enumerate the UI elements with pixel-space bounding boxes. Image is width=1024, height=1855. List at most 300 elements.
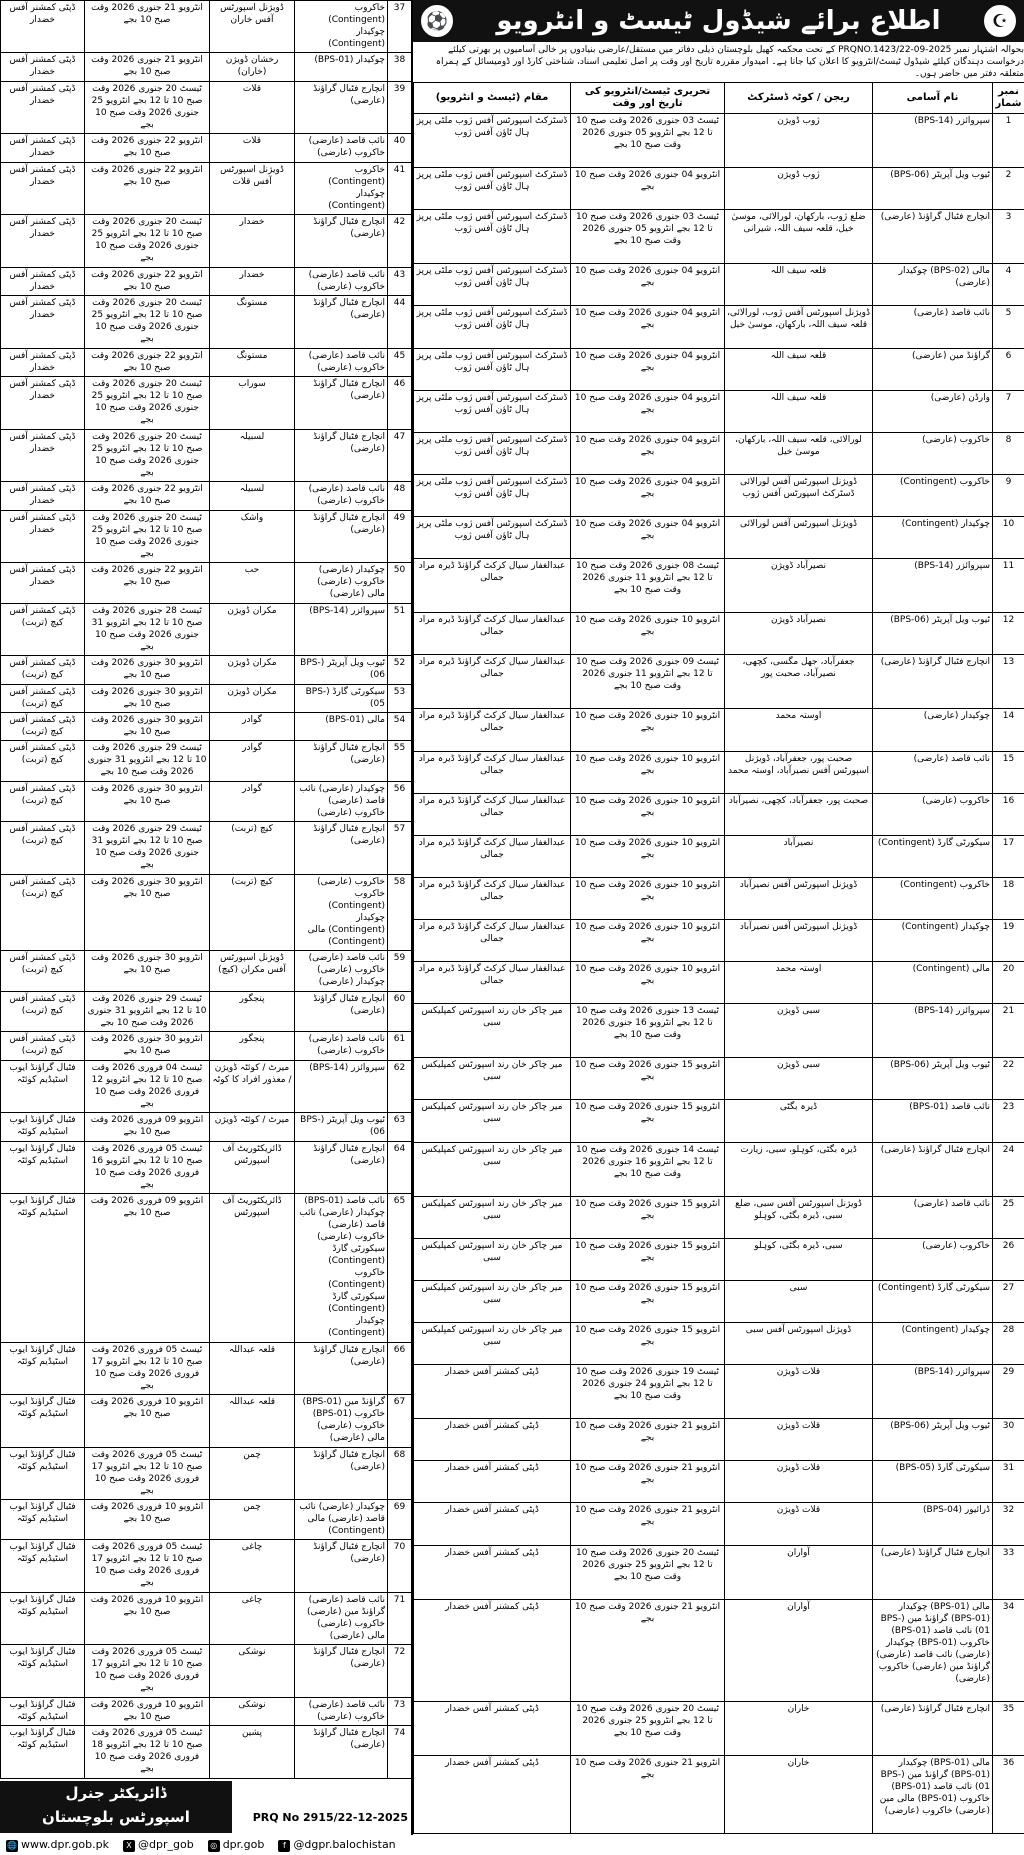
row-post: انچارج فٹبال گراؤنڈ (عارضی)	[873, 210, 993, 264]
row-number: 14	[993, 709, 1024, 751]
x-icon: X	[123, 1840, 135, 1852]
row-date: انٹرویو 10 جنوری 2026 وقت صبح 10 بجے	[571, 962, 725, 1004]
row-number: 12	[993, 613, 1024, 655]
row-number: 2	[993, 168, 1024, 210]
row-region: ڈیرہ بگٹی	[725, 1100, 873, 1142]
row-venue: ڈسٹرکٹ اسپورٹس آفس ژوب ملٹی پرپز ہال ٹاؤن آفس ژوب	[414, 264, 571, 306]
row-venue: فٹبال گراؤنڈ ایوب اسٹیڈیم کوئٹہ	[1, 1447, 85, 1499]
row-date: ٹیسٹ 04 فروری 2026 وقت صبح 10 تا 12 بجے انٹرویو 12 فروری 2026 وقت صبح 10 بجے	[85, 1060, 210, 1112]
globe-icon: 🌐	[7, 1841, 17, 1850]
row-venue: میر چاکر خان رند اسپورٹس کمپلیکس سبی	[414, 1280, 571, 1322]
row-venue: ڈپٹی کمشنر آفس خضدار	[1, 81, 85, 133]
row-date: ٹیسٹ 03 جنوری 2026 وقت صبح 10 تا 12 بجے انٹرویو 05 جنوری 2026 وقت صبح 10 بجے	[571, 210, 725, 264]
row-post: ٹیوب ویل آپریٹر (BPS-06)	[295, 1113, 388, 1141]
row-date: ٹیسٹ 20 جنوری 2026 وقت صبح 10 تا 12 بجے انٹرویو 25 جنوری 2026 وقت صبح 10 بجے	[85, 377, 210, 429]
row-region: قلات ڈویژن	[725, 1461, 873, 1503]
table-row	[1, 348, 412, 376]
row-venue: ڈسٹرکٹ اسپورٹس آفس ژوب ملٹی پرپز ہال ٹاؤن آفس ژوب	[414, 348, 571, 390]
row-date: انٹرویو 22 جنوری 2026 وقت صبح 10 بجے	[85, 162, 210, 214]
row-post: چوکیدار (Contingent)	[873, 1322, 993, 1364]
row-date: انٹرویو 22 جنوری 2026 وقت صبح 10 بجے	[85, 563, 210, 603]
row-post: چوکیدار (عارضی) نائب قاصد (عارضی) مالی (Contingent)	[295, 1500, 388, 1540]
row-date: انٹرویو 10 جنوری 2026 وقت صبح 10 بجے	[571, 709, 725, 751]
row-venue: ڈسٹرکٹ اسپورٹس آفس ژوب ملٹی پرپز ہال ٹاؤن آفس ژوب	[414, 474, 571, 516]
schedule-body-right	[414, 114, 1024, 1834]
row-date: انٹرویو 09 فروری 2026 وقت صبح 10 بجے	[85, 1194, 210, 1342]
row-region: خضدار	[210, 267, 295, 295]
table-row	[414, 348, 1024, 390]
row-post: خاکروب (Contingent) چوکیدار (Contingent)	[295, 1, 388, 53]
row-region: کیچ (تربت)	[210, 822, 295, 874]
col-venue: مقام (ٹیسٹ و انٹرویو)	[414, 83, 571, 114]
col-date: تحریری ٹیسٹ/انٹرویو کی تاریخ اور وقت	[571, 83, 725, 114]
row-venue: ڈپٹی کمشنر آفس خضدار	[1, 348, 85, 376]
row-region: پنجگور	[210, 1032, 295, 1060]
row-venue: میر چاکر خان رند اسپورٹس کمپلیکس سبی	[414, 1004, 571, 1058]
row-region: ڈویژنل اسپورٹس آفس مکران (کیچ)	[210, 951, 295, 991]
row-region: میرٹ / کوئٹہ ڈویژن	[210, 1113, 295, 1141]
row-post: انچارج فٹبال گراؤنڈ (عارضی)	[295, 822, 388, 874]
row-date: انٹرویو 15 جنوری 2026 وقت صبح 10 بجے	[571, 1100, 725, 1142]
table-row	[1, 1592, 412, 1644]
table-row	[414, 114, 1024, 168]
row-region: مکران ڈویژن	[210, 603, 295, 655]
row-date: انٹرویو 10 جنوری 2026 وقت صبح 10 بجے	[571, 751, 725, 793]
table-row	[414, 1280, 1024, 1322]
col-region: ریجن / کوٹہ ڈسٹرکٹ	[725, 83, 873, 114]
row-post: انچارج فٹبال گراؤنڈ (عارضی)	[295, 81, 388, 133]
row-number: 5	[993, 306, 1024, 348]
row-venue: فٹبال گراؤنڈ ایوب اسٹیڈیم کوئٹہ	[1, 1113, 85, 1141]
table-row	[414, 751, 1024, 793]
row-post: چوکیدار (عارضی) نائب قاصد (عارضی) خاکروب (عارضی)	[295, 781, 388, 821]
table-row	[414, 877, 1024, 919]
row-number: 52	[388, 656, 412, 684]
row-number: 49	[388, 510, 412, 562]
row-post: انچارج فٹبال گراؤنڈ (عارضی)	[873, 1701, 993, 1755]
row-venue: میر چاکر خان رند اسپورٹس کمپلیکس سبی	[414, 1100, 571, 1142]
table-row	[1, 1447, 412, 1499]
row-date: انٹرویو 10 جنوری 2026 وقت صبح 10 بجے	[571, 793, 725, 835]
row-date: ٹیسٹ 29 جنوری 2026 وقت 10 تا 12 بجے انٹرویو 31 جنوری 2026 وقت صبح 10 بجے	[85, 741, 210, 781]
row-region: سبی، ڈیرہ بگٹی، کوہلو	[725, 1238, 873, 1280]
row-date: انٹرویو 30 جنوری 2026 وقت صبح 10 بجے	[85, 951, 210, 991]
row-post: انچارج فٹبال گراؤنڈ (عارضی)	[873, 655, 993, 709]
row-region: آواران	[725, 1545, 873, 1599]
row-post: چوکیدار (Contingent)	[873, 516, 993, 558]
row-region: صحبت پور، جعفرآباد، ڈویژنل اسپورٹس آفس نصیرآباد، اوستہ محمد	[725, 751, 873, 793]
row-number: 54	[388, 712, 412, 740]
row-date: انٹرویو 30 جنوری 2026 وقت صبح 10 بجے	[85, 656, 210, 684]
row-number: 74	[388, 1726, 412, 1778]
row-number: 6	[993, 348, 1024, 390]
row-venue: ڈپٹی کمشنر آفس کیچ (تربت)	[1, 603, 85, 655]
notice-header	[413, 0, 1024, 42]
row-date: انٹرویو 22 جنوری 2026 وقت صبح 10 بجے	[85, 134, 210, 162]
row-number: 39	[388, 81, 412, 133]
table-row	[1, 1500, 412, 1540]
row-post: مالی (BPS-01) چوکیدار (BPS-01) گراؤنڈ مین (BPS-01) نائب قاصد (BPS-01) خاکروب (BPS-01) چوکیدار (عارضی) نائب قاصد (عارضی) گراؤنڈ مین (عارضی) خاکروب (عارضی)	[873, 1599, 993, 1701]
row-date: انٹرویو 15 جنوری 2026 وقت صبح 10 بجے	[571, 1196, 725, 1238]
row-date: ٹیسٹ 20 جنوری 2026 وقت صبح 10 تا 12 بجے انٹرویو 25 جنوری 2026 وقت صبح 10 بجے	[85, 510, 210, 562]
row-region: گوادر	[210, 741, 295, 781]
table-row	[1, 741, 412, 781]
table-row	[414, 709, 1024, 751]
row-region: رخشان ڈویژن (خاران)	[210, 53, 295, 81]
row-post: چوکیدار (عارضی) خاکروب (عارضی) مالی (عارضی)	[295, 563, 388, 603]
table-row	[414, 835, 1024, 877]
row-region: آواران	[725, 1599, 873, 1701]
table-row	[1, 874, 412, 950]
table-row	[1, 603, 412, 655]
table-row	[1, 267, 412, 295]
table-row	[1, 1194, 412, 1342]
row-number: 38	[388, 53, 412, 81]
row-post: خاکروب (عارضی)	[873, 1238, 993, 1280]
row-date: انٹرویو 04 جنوری 2026 وقت صبح 10 بجے	[571, 390, 725, 432]
row-number: 48	[388, 482, 412, 510]
row-number: 59	[388, 951, 412, 991]
table-row	[414, 1461, 1024, 1503]
row-post: خاکروب (عارضی) خاکروب (Contingent) چوکیدار (Contingent) مالی (Contingent)	[295, 874, 388, 950]
row-venue: ڈسٹرکٹ اسپورٹس آفس ژوب ملٹی پرپز ہال ٹاؤن آفس ژوب	[414, 306, 571, 348]
notice-title: اطلاع برائے شیڈول ٹیسٹ و انٹرویو	[496, 6, 941, 36]
table-row	[414, 264, 1024, 306]
row-date: انٹرویو 15 جنوری 2026 وقت صبح 10 بجے	[571, 1280, 725, 1322]
row-number: 3	[993, 210, 1024, 264]
row-region: خاران	[725, 1755, 873, 1833]
table-row	[1, 215, 412, 267]
row-post: خاکروب (Contingent)	[873, 877, 993, 919]
table-row	[414, 516, 1024, 558]
row-date: انٹرویو 04 جنوری 2026 وقت صبح 10 بجے	[571, 474, 725, 516]
row-post: خاکروب (Contingent)	[873, 474, 993, 516]
table-row	[1, 1540, 412, 1592]
row-post: مالی (BPS-01) چوکیدار (BPS-01) گراؤنڈ مین (BPS-01) نائب قاصد (BPS-01) خاکروب (BPS-01) مالی مین (عارضی) خاکروب (عارضی)	[873, 1755, 993, 1833]
table-row	[1, 510, 412, 562]
row-venue: عبدالغفار سیال کرکٹ گراؤنڈ ڈیرہ مراد جمالی	[414, 613, 571, 655]
row-post: سیکورٹی گارڈ (Contingent)	[873, 1280, 993, 1322]
row-date: ٹیسٹ 05 فروری 2026 وقت صبح 10 تا 12 بجے انٹرویو 17 فروری 2026 وقت صبح 10 بجے	[85, 1447, 210, 1499]
director-title: ڈائریکٹر جنرل	[65, 1784, 167, 1802]
x-link[interactable]: X @dpr_gob	[123, 1838, 194, 1852]
row-post: انچارج فٹبال گراؤنڈ (عارضی)	[295, 1726, 388, 1778]
table-row	[414, 1545, 1024, 1599]
row-venue: ڈپٹی کمشنر آفس خضدار	[1, 134, 85, 162]
table-row	[414, 1755, 1024, 1833]
row-date: انٹرویو 15 جنوری 2026 وقت صبح 10 بجے	[571, 1058, 725, 1100]
row-date: ٹیسٹ 19 جنوری 2026 وقت صبح 10 تا 12 بجے انٹرویو 24 جنوری 2026 وقت صبح 10 بجے	[571, 1365, 725, 1419]
row-post: مالی (Contingent)	[873, 962, 993, 1004]
row-date: انٹرویو 30 جنوری 2026 وقت صبح 10 بجے	[85, 684, 210, 712]
row-date: انٹرویو 10 فروری 2026 وقت صبح 10 بجے	[85, 1697, 210, 1725]
row-region: قلات	[210, 134, 295, 162]
schedule-table-left	[0, 0, 412, 1779]
row-region: ڈویژنل اسپورٹس آفس نصیرآباد	[725, 919, 873, 961]
row-date: ٹیسٹ 20 جنوری 2026 وقت صبح 10 تا 12 بجے انٹرویو 25 جنوری 2026 وقت صبح 10 بجے	[85, 429, 210, 481]
row-number: 57	[388, 822, 412, 874]
row-venue: فٹبال گراؤنڈ ایوب اسٹیڈیم کوئٹہ	[1, 1342, 85, 1394]
row-venue: ڈپٹی کمشنر آفس خضدار	[1, 377, 85, 429]
row-region: ڈویژنل اسپورٹس آفس قلات	[210, 162, 295, 214]
row-post: گراؤنڈ مین (عارضی)	[873, 348, 993, 390]
row-venue: فٹبال گراؤنڈ ایوب اسٹیڈیم کوئٹہ	[1, 1645, 85, 1697]
table-row	[1, 1645, 412, 1697]
row-number: 42	[388, 215, 412, 267]
row-date: انٹرویو 10 فروری 2026 وقت صبح 10 بجے	[85, 1500, 210, 1540]
row-region: چاغی	[210, 1540, 295, 1592]
row-number: 11	[993, 559, 1024, 613]
facebook-link[interactable]: f @dgpr.balochistan	[278, 1838, 395, 1852]
row-venue: ڈپٹی کمشنر آفس خضدار	[1, 162, 85, 214]
row-venue: فٹبال گراؤنڈ ایوب اسٹیڈیم کوئٹہ	[1, 1060, 85, 1112]
row-number: 34	[993, 1599, 1024, 1701]
row-region: چمن	[210, 1447, 295, 1499]
table-row	[414, 168, 1024, 210]
row-venue: ڈپٹی کمشنر آفس خضدار	[1, 482, 85, 510]
prq-number: PRQ No 2915/22-12-2025	[252, 1811, 408, 1824]
row-post: نائب قاصد (عارضی) خاکروب (عارضی) چوکیدار (عارضی)	[295, 951, 388, 991]
row-venue: ڈپٹی کمشنر آفس کیچ (تربت)	[1, 656, 85, 684]
table-row	[414, 1004, 1024, 1058]
row-post: نائب قاصد (عارضی)	[873, 306, 993, 348]
row-number: 65	[388, 1194, 412, 1342]
row-venue: عبدالغفار سیال کرکٹ گراؤنڈ ڈیرہ مراد جمالی	[414, 709, 571, 751]
row-region: قلات ڈویژن	[725, 1503, 873, 1545]
row-venue: عبدالغفار سیال کرکٹ گراؤنڈ ڈیرہ مراد جمالی	[414, 962, 571, 1004]
row-post: چوکیدار (Contingent)	[873, 919, 993, 961]
row-number: 16	[993, 793, 1024, 835]
row-post: نائب قاصد (عارضی) گراؤنڈ مین (عارضی) خاکروب (عارضی) مالی (عارضی)	[295, 1592, 388, 1644]
row-post: انچارج فٹبال گراؤنڈ (عارضی)	[295, 1141, 388, 1193]
row-region: قلعہ عبداللہ	[210, 1342, 295, 1394]
row-date: انٹرویو 04 جنوری 2026 وقت صبح 10 بجے	[571, 306, 725, 348]
row-number: 55	[388, 741, 412, 781]
row-date: انٹرویو 10 جنوری 2026 وقت صبح 10 بجے	[571, 835, 725, 877]
row-region: لسبیلہ	[210, 482, 295, 510]
row-post: نائب قاصد (عارضی) خاکروب (عارضی)	[295, 1032, 388, 1060]
row-post: انچارج فٹبال گراؤنڈ (عارضی)	[873, 1545, 993, 1599]
director-signature-block	[0, 1781, 232, 1833]
row-venue: فٹبال گراؤنڈ ایوب اسٹیڈیم کوئٹہ	[1, 1194, 85, 1342]
row-number: 53	[388, 684, 412, 712]
row-post: انچارج فٹبال گراؤنڈ (عارضی)	[295, 1645, 388, 1697]
row-post: سپروائزر (BPS-14)	[873, 1004, 993, 1058]
row-post: وارڈن (عارضی)	[873, 390, 993, 432]
row-region: حب	[210, 563, 295, 603]
row-venue: ڈپٹی کمشنر آفس کیچ (تربت)	[1, 684, 85, 712]
table-row	[1, 991, 412, 1031]
row-venue: ڈپٹی کمشنر آفس خضدار	[414, 1503, 571, 1545]
row-date: انٹرویو 21 جنوری 2026 وقت صبح 10 بجے	[571, 1419, 725, 1461]
schedule-table-right	[413, 82, 1024, 1834]
row-number: 56	[388, 781, 412, 821]
row-number: 19	[993, 919, 1024, 961]
row-date: انٹرویو 15 جنوری 2026 وقت صبح 10 بجے	[571, 1322, 725, 1364]
row-number: 27	[993, 1280, 1024, 1322]
row-post: سپروائزر (BPS-14)	[295, 1060, 388, 1112]
row-post: چوکیدار (BPS-01)	[295, 53, 388, 81]
left-column	[0, 0, 411, 1855]
government-emblem-icon: ☪	[982, 3, 1018, 39]
table-row	[414, 390, 1024, 432]
row-venue: میر چاکر خان رند اسپورٹس کمپلیکس سبی	[414, 1196, 571, 1238]
row-post: سپروائزر (BPS-14)	[873, 559, 993, 613]
row-date: انٹرویو 10 جنوری 2026 وقت صبح 10 بجے	[571, 919, 725, 961]
row-number: 25	[993, 1196, 1024, 1238]
row-post: انچارج فٹبال گراؤنڈ (عارضی)	[295, 296, 388, 348]
row-number: 31	[993, 1461, 1024, 1503]
facebook-icon: f	[278, 1840, 290, 1852]
row-venue: ڈپٹی کمشنر آفس خضدار	[414, 1419, 571, 1461]
instagram-icon: ◎	[208, 1840, 220, 1852]
row-post: ٹیوب ویل آپریٹر (BPS-06)	[295, 656, 388, 684]
row-venue: عبدالغفار سیال کرکٹ گراؤنڈ ڈیرہ مراد جمالی	[414, 877, 571, 919]
row-date: انٹرویو 10 فروری 2026 وقت صبح 10 بجے	[85, 1395, 210, 1447]
row-venue: میر چاکر خان رند اسپورٹس کمپلیکس سبی	[414, 1058, 571, 1100]
row-date: انٹرویو 30 جنوری 2026 وقت صبح 10 بجے	[85, 1032, 210, 1060]
right-column	[413, 0, 1024, 1855]
row-number: 70	[388, 1540, 412, 1592]
row-date: انٹرویو 04 جنوری 2026 وقت صبح 10 بجے	[571, 516, 725, 558]
row-post: سپروائزر (BPS-14)	[295, 603, 388, 655]
row-venue: ڈپٹی کمشنر آفس خضدار	[1, 510, 85, 562]
row-number: 44	[388, 296, 412, 348]
table-row	[1, 684, 412, 712]
row-date: ٹیسٹ 20 جنوری 2026 وقت صبح 10 تا 12 بجے انٹرویو 25 جنوری 2026 وقت صبح 10 بجے	[85, 296, 210, 348]
row-region: سبی	[725, 1280, 873, 1322]
row-number: 28	[993, 1322, 1024, 1364]
row-post: مالی (BPS-02) چوکیدار (عارضی)	[873, 264, 993, 306]
table-row	[1, 162, 412, 214]
row-date: انٹرویو 15 جنوری 2026 وقت صبح 10 بجے	[571, 1238, 725, 1280]
row-date: ٹیسٹ 05 فروری 2026 وقت صبح 10 تا 12 بجے انٹرویو 16 فروری 2026 وقت صبح 10 بجے	[85, 1141, 210, 1193]
row-venue: عبدالغفار سیال کرکٹ گراؤنڈ ڈیرہ مراد جمالی	[414, 655, 571, 709]
row-date: ٹیسٹ 09 جنوری 2026 وقت صبح 10 تا 12 بجے انٹرویو 11 جنوری 2026 وقت صبح 10 بجے	[571, 655, 725, 709]
row-number: 35	[993, 1701, 1024, 1755]
row-date: انٹرویو 10 جنوری 2026 وقت صبح 10 بجے	[571, 877, 725, 919]
row-region: ڈویژنل اسپورٹس آفس سبی	[725, 1322, 873, 1364]
row-date: انٹرویو 30 جنوری 2026 وقت صبح 10 بجے	[85, 781, 210, 821]
row-venue: ڈپٹی کمشنر آفس کیچ (تربت)	[1, 874, 85, 950]
row-venue: ڈپٹی کمشنر آفس خضدار	[1, 429, 85, 481]
row-number: 61	[388, 1032, 412, 1060]
web-link[interactable]: 🌐 www.dpr.gob.pk	[7, 1838, 109, 1851]
table-row	[414, 1058, 1024, 1100]
row-post: انچارج فٹبال گراؤنڈ (عارضی)	[295, 429, 388, 481]
table-row	[414, 306, 1024, 348]
row-region: میرٹ / کوئٹہ ڈویژن / معذور افراد کا کوٹہ	[210, 1060, 295, 1112]
row-number: 8	[993, 432, 1024, 474]
table-row	[1, 781, 412, 821]
row-venue: ڈپٹی کمشنر آفس خضدار	[1, 296, 85, 348]
row-number: 46	[388, 377, 412, 429]
instagram-link[interactable]: ◎ dpr.gob	[208, 1838, 265, 1852]
row-date: ٹیسٹ 13 جنوری 2026 وقت صبح 10 تا 12 بجے انٹرویو 16 جنوری 2026 وقت صبح 10 بجے	[571, 1004, 725, 1058]
row-date: انٹرویو 30 جنوری 2026 وقت صبح 10 بجے	[85, 712, 210, 740]
table-row	[414, 1238, 1024, 1280]
row-region: ڈائریکٹوریٹ آف اسپورٹس	[210, 1194, 295, 1342]
row-region: لسبیلہ	[210, 429, 295, 481]
row-venue: میر چاکر خان رند اسپورٹس کمپلیکس سبی	[414, 1142, 571, 1196]
row-date: انٹرویو 21 جنوری 2026 وقت صبح 10 بجے	[85, 53, 210, 81]
row-post: چوکیدار (عارضی)	[873, 709, 993, 751]
row-post: انچارج فٹبال گراؤنڈ (عارضی)	[295, 741, 388, 781]
row-post: انچارج فٹبال گراؤنڈ (عارضی)	[295, 1540, 388, 1592]
row-post: انچارج فٹبال گراؤنڈ (عارضی)	[295, 215, 388, 267]
table-row	[1, 822, 412, 874]
table-row	[414, 1196, 1024, 1238]
row-venue: عبدالغفار سیال کرکٹ گراؤنڈ ڈیرہ مراد جمالی	[414, 835, 571, 877]
row-venue: ڈپٹی کمشنر آفس خضدار	[1, 215, 85, 267]
row-venue: ڈسٹرکٹ اسپورٹس آفس ژوب ملٹی پرپز ہال ٹاؤن آفس ژوب	[414, 390, 571, 432]
table-row	[1, 377, 412, 429]
row-number: 29	[993, 1365, 1024, 1419]
table-row	[414, 1503, 1024, 1545]
row-date: انٹرویو 04 جنوری 2026 وقت صبح 10 بجے	[571, 264, 725, 306]
row-number: 23	[993, 1100, 1024, 1142]
row-post: سپروائزر (BPS-14)	[873, 114, 993, 168]
table-row	[414, 1100, 1024, 1142]
table-row	[414, 559, 1024, 613]
row-post: ڈرائیور (BPS-04)	[873, 1503, 993, 1545]
row-number: 45	[388, 348, 412, 376]
row-date: ٹیسٹ 20 جنوری 2026 وقت صبح 10 تا 12 بجے انٹرویو 25 جنوری 2026 وقت صبح 10 بجے	[85, 215, 210, 267]
row-number: 73	[388, 1697, 412, 1725]
row-region: مکران ڈویژن	[210, 656, 295, 684]
row-number: 4	[993, 264, 1024, 306]
row-region: قلعہ سیف اللہ	[725, 264, 873, 306]
row-region: ضلع ژوب، بارکھان، لورالائی، موسیٰ خیل، قلعہ سیف اللہ، شیرانی	[725, 210, 873, 264]
row-number: 36	[993, 1755, 1024, 1833]
row-region: گوادر	[210, 781, 295, 821]
table-row	[1, 429, 412, 481]
row-venue: ڈپٹی کمشنر آفس خضدار	[1, 267, 85, 295]
row-region: اوستہ محمد	[725, 962, 873, 1004]
row-post: نائب قاصد (BPS-01)	[873, 1100, 993, 1142]
table-row	[414, 474, 1024, 516]
row-region: ڈویژنل اسپورٹس آفس خاران	[210, 1, 295, 53]
row-venue: ڈپٹی کمشنر آفس کیچ (تربت)	[1, 991, 85, 1031]
row-number: 67	[388, 1395, 412, 1447]
row-date: انٹرویو 21 جنوری 2026 وقت صبح 10 بجے	[571, 1503, 725, 1545]
row-venue: ڈپٹی کمشنر آفس کیچ (تربت)	[1, 822, 85, 874]
table-row	[1, 296, 412, 348]
row-date: انٹرویو 22 جنوری 2026 وقت صبح 10 بجے	[85, 267, 210, 295]
table-row	[1, 1342, 412, 1394]
row-date: انٹرویو 30 جنوری 2026 وقت صبح 10 بجے	[85, 874, 210, 950]
row-region: نصیرآباد ڈویژن	[725, 559, 873, 613]
row-post: ٹیوب ویل آپریٹر (BPS-06)	[873, 1058, 993, 1100]
row-region: سبی ڈویژن	[725, 1004, 873, 1058]
row-region: قلعہ سیف اللہ	[725, 348, 873, 390]
row-venue: عبدالغفار سیال کرکٹ گراؤنڈ ڈیرہ مراد جمالی	[414, 793, 571, 835]
row-region: چمن	[210, 1500, 295, 1540]
row-number: 43	[388, 267, 412, 295]
row-region: سبی ڈویژن	[725, 1058, 873, 1100]
row-post: ٹیوب ویل آپریٹر (BPS-06)	[873, 1419, 993, 1461]
row-venue: عبدالغفار سیال کرکٹ گراؤنڈ ڈیرہ مراد جمالی	[414, 559, 571, 613]
row-date: ٹیسٹ 29 جنوری 2026 وقت صبح 10 تا 12 بجے انٹرویو 31 جنوری 2026 وقت صبح 10 بجے	[85, 822, 210, 874]
row-post: نائب قاصد (عارضی) خاکروب (عارضی)	[295, 267, 388, 295]
row-venue: فٹبال گراؤنڈ ایوب اسٹیڈیم کوئٹہ	[1, 1141, 85, 1193]
row-post: گراؤنڈ مین (BPS-01) خاکروب (BPS-01) خاکروب (عارضی) مالی (عارضی)	[295, 1395, 388, 1447]
table-row	[414, 1365, 1024, 1419]
row-venue: ڈپٹی کمشنر آفس خضدار	[1, 563, 85, 603]
row-venue: فٹبال گراؤنڈ ایوب اسٹیڈیم کوئٹہ	[1, 1592, 85, 1644]
row-region: سوراب	[210, 377, 295, 429]
row-venue: فٹبال گراؤنڈ ایوب اسٹیڈیم کوئٹہ	[1, 1500, 85, 1540]
